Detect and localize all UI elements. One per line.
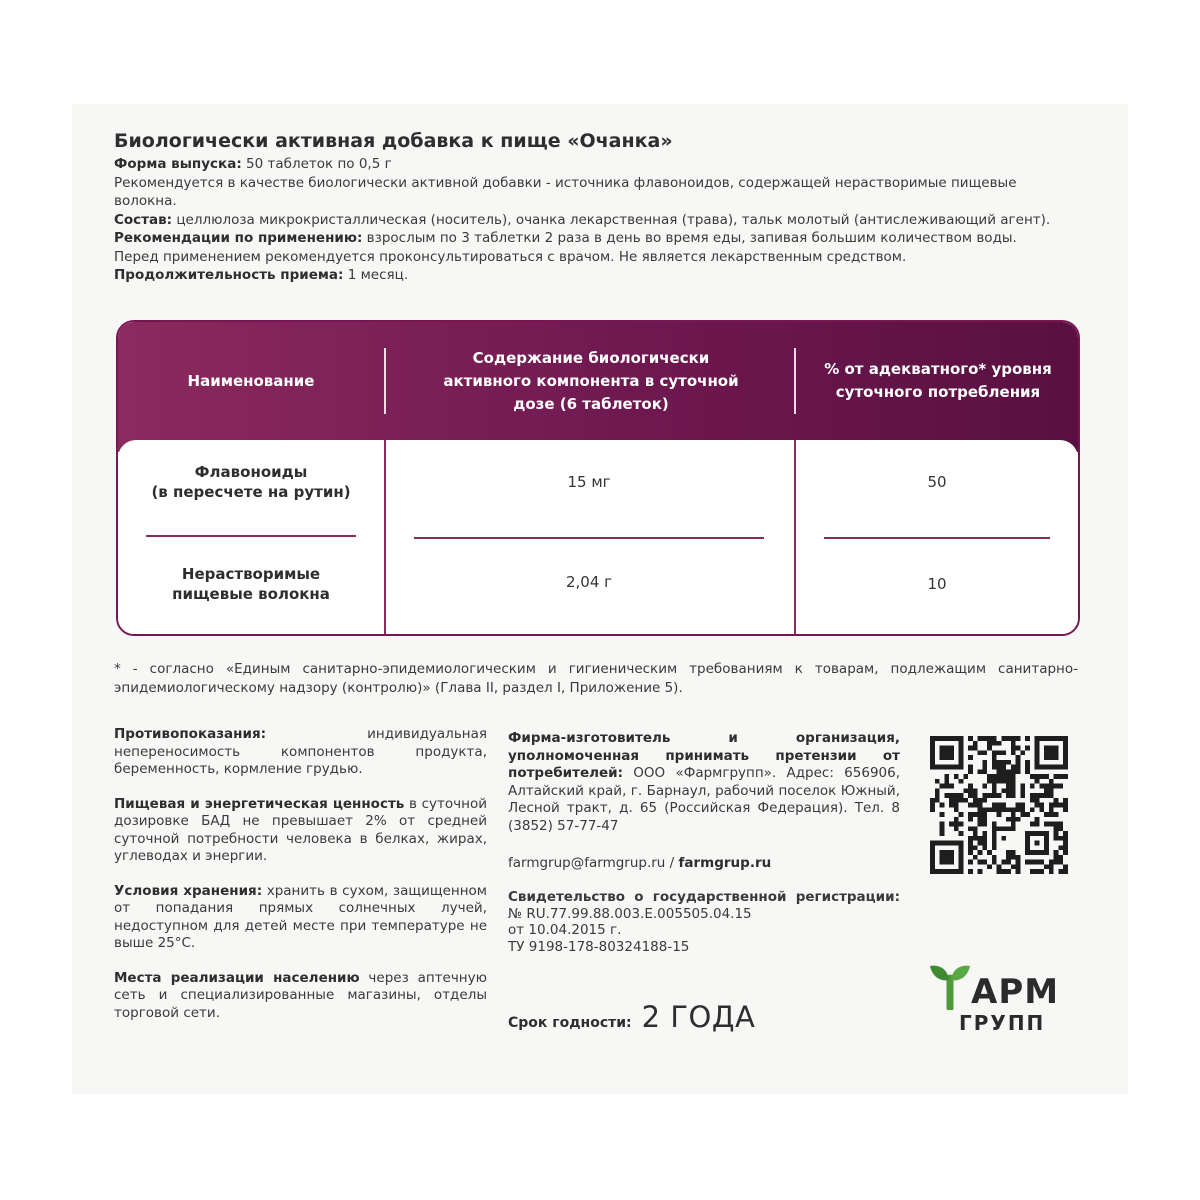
shelf-life-value: 2 ГОДА	[641, 1000, 756, 1034]
storage-conditions: Условия хранения: хранить в сухом, защищенном от попадания прямых солнечных лучей, недоступном для детей месте при температуре не выше 25°С.	[114, 882, 487, 951]
table-row-1-amount: 15 мг	[567, 473, 611, 491]
shelf-life	[508, 1000, 755, 1034]
table-body	[118, 440, 1078, 636]
logo-text-grupp: ГРУПП	[959, 1011, 1046, 1035]
manufacturer-info: Фирма-изготовитель и организация, уполномоченная принимать претензии от потребителей: ООО «Фармгрупп». Адрес: 656906, Алтайский край, г. Барнаул, рабочий поселок Южный, Лесной тракт, д. 65 (Российская Федерация). Тел. 8 (3852) 57-77-47	[508, 730, 900, 834]
table-row-1-name: Флавоноиды (в пересчете на рутин)	[151, 463, 351, 501]
left-column	[114, 726, 487, 1039]
sprout-f-icon	[928, 960, 972, 1010]
product-title: Биологически активная добавка к пище «Очанка»	[114, 130, 673, 152]
table-row-2-percent: 10	[927, 575, 947, 593]
contact-links: farmgrup@farmgrup.ru / farmgrup.ru	[508, 855, 772, 871]
table-row-2-amount: 2,04 г	[565, 573, 613, 591]
recommendation-text: Рекомендуется в качестве биологически активной добавки - источника флавоноидов, содержащей нерастворимые пищевые волокна.	[114, 174, 1017, 209]
intake-duration: Продолжительность приема: 1 месяц.	[114, 267, 409, 283]
composition: Состав: целлюлоза микрокристаллическая (носитель), очанка лекарственная (трава), тальк молотый (антислеживающий агент).	[114, 211, 1051, 228]
footnote: * - согласно «Единым санитарно-эпидемиологическим и гигиеническим требованиям к товарам, подлежащим санитарно-эпидемиологическому надзору (контролю)» (Глава II, раздел I, Приложение 5).	[114, 661, 1078, 696]
table-row-1-percent: 50	[927, 473, 947, 491]
row-divider	[414, 537, 764, 539]
column-header-amount: Содержание биологически активного компонента в суточной дозе (6 таблеток)	[443, 348, 739, 413]
column-header-name: Наименование	[187, 371, 315, 390]
nutrient-table	[116, 320, 1080, 636]
registration-date: от 10.04.2015 г.	[508, 922, 622, 938]
shelf-life-label: Срок годности:	[508, 1015, 632, 1031]
email-link[interactable]: farmgrup@farmgrup.ru	[508, 855, 666, 871]
column-header-percent: % от адекватного* уровня суточного потребления	[824, 360, 1052, 401]
tu-number: ТУ 9198-178-80324188-15	[508, 938, 690, 955]
header-divider	[794, 348, 796, 414]
table-header	[118, 322, 1078, 452]
logo-text-arm: АРМ	[971, 972, 1060, 1012]
release-form: Форма выпуска: 50 таблеток по 0,5 г	[114, 156, 392, 172]
usage-recommendations: Рекомендации по применению: взрослым по 3 таблетки 2 раза в день во время еды, запивая большим количеством воды. Перед применением рекомендуется проконсультироваться с врачом. Не является лекарственным средством.	[114, 230, 1017, 265]
product-header	[114, 128, 1054, 285]
nutrition-value: Пищевая и энергетическая ценность в суточной дозировке БАД не превышает 2% от средней суточной потребности человека в белках, жирах, углеводах и энергии.	[114, 795, 487, 864]
header-divider	[384, 348, 386, 414]
row-divider	[824, 537, 1050, 539]
registration-info: Свидетельство о государственной регистрации: № RU.77.99.88.003.Е.005505.04.15 от 10.04.2015 г. ТУ 9198-178-80324188-15	[508, 889, 900, 955]
company-logo	[928, 958, 1078, 1038]
sales-places: Места реализации населению через аптечную сеть и специализированные магазины, отделы торговой сети.	[114, 969, 487, 1021]
website-link[interactable]: farmgrup.ru	[678, 855, 772, 871]
contraindications: Противопоказания: индивидуальная непереносимость компонентов продукта, беременность, кормление грудью.	[114, 726, 487, 777]
row-divider	[146, 535, 356, 537]
table-row-2-name: Нерастворимые пищевые волокна	[172, 565, 330, 603]
qr-code-icon[interactable]	[930, 736, 1068, 874]
